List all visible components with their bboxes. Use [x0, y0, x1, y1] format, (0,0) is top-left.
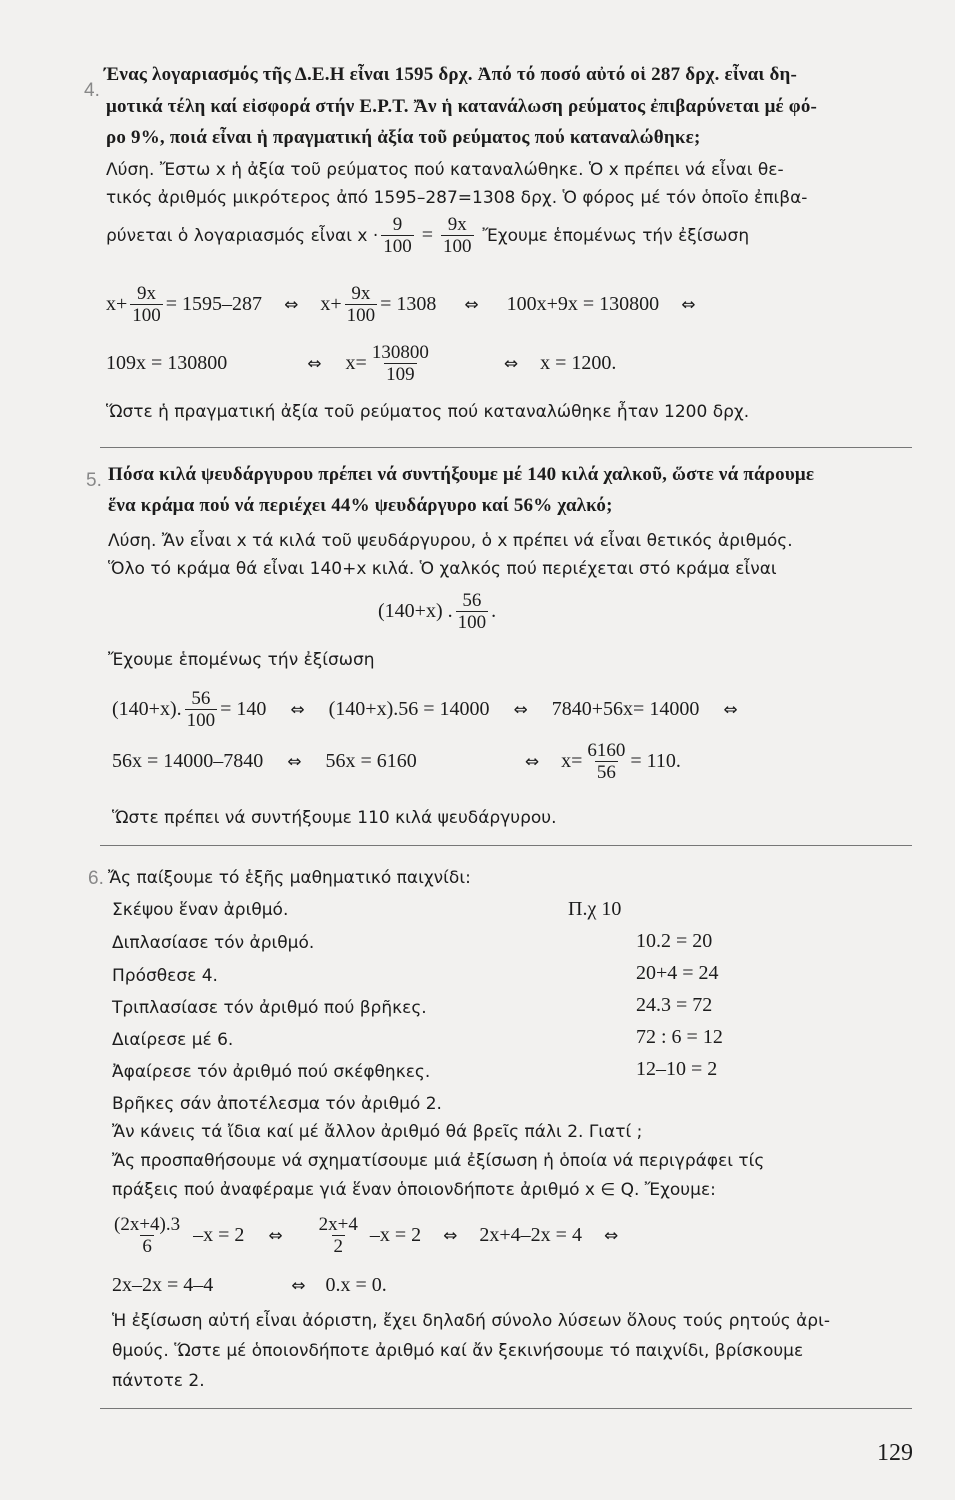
game-step-calc: 20+4 = 24 — [636, 962, 719, 984]
problem-6-equation-line-2: 2x–2x = 4–4 ⇔ 0.x = 0. — [112, 1274, 387, 1296]
game-step-text: Τριπλασίασε τόν ἀριθμό πού βρῆκες. — [112, 998, 427, 1018]
problem-6-conclusion-1: Ἡ ἐξίσωση αὐτή εἶναι ἀόριστη, ἔχει δηλαδή σύνολο λύσεων ὅλους τούς ρητούς ἀρι- — [112, 1311, 830, 1331]
problem-5-equation-line-1: (140+x). $\frac{56}{100}$ = 140 ⇔ (140+x).56 = 14000 ⇔ 7840+56x= 14000 ⇔ — [112, 688, 738, 731]
game-step-text: Ἀφαίρεσε τόν ἀριθμό πού σκέφθηκες. — [112, 1062, 431, 1082]
section-divider — [100, 845, 912, 846]
problem-5-copper-expression: (140+x) . $\frac{56}{100}$ . — [378, 590, 497, 633]
game-step-text: Διαίρεσε μέ 6. — [112, 1030, 234, 1050]
fraction-9-100: $\frac{9}{100}$ — [383, 214, 412, 257]
section-divider — [100, 447, 912, 448]
game-step-text: Πρόσθεσε 4. — [112, 966, 218, 986]
problem-5-equation-intro: Ἔχουμε ἑπομένως τήν ἐξίσωση — [108, 650, 375, 670]
section-divider — [100, 1408, 912, 1409]
problem-4-conclusion: Ὥστε ἡ πραγματική ἀξία τοῦ ρεύματος πού καταναλώθηκε ἦταν 1200 δρχ. — [106, 402, 750, 422]
problem-6-conclusion-2: θμούς. Ὥστε μέ ὁποιονδήποτε ἀριθμό καί ἄν ξεκινήσουμε τό παιχνίδι, βρίσκουμε — [112, 1341, 804, 1361]
problem-6-intro: Ἄς παίξουμε τό ἑξῆς μαθηματικό παιχνίδι: — [108, 868, 471, 888]
problem-4-text-2: μοτικά τέλη καί εἰσφορά στήν Ε.Ρ.Τ. Ἄν ἡ κατανάλωση ρεύματος ἐπιβαρύνεται μέ φό- — [106, 96, 818, 117]
problem-6-line-2: Ἄν κάνεις τά ἴδια καί μέ ἄλλον ἀριθμό θά βρεῖς πάλι 2. Γιατί ; — [112, 1122, 643, 1142]
problem-4-equation-line-2: 109x = 130800 ⇔ x= $\frac{130800}{109}$ ⇔ x = 1200. — [106, 342, 617, 385]
problem-5-solution-1: Λύση. Ἄν εἶναι x τά κιλά τοῦ ψευδάργυρου, ὁ x πρέπει νά εἶναι θετικός ἀριθμός. — [108, 531, 793, 551]
problem-4-tax-expression: ρύνεται ὁ λογαριασμός εἶναι x · $\frac{9}{100}$ = $\frac{9x}{100}$ Ἔχουμε ἑπομένως τήν ἐξίσωση — [106, 214, 750, 257]
problem-5-equation-line-2: 56x = 14000–7840 ⇔ 56x = 6160 ⇔ x= $\frac{6160}{56}$ = 110. — [112, 740, 681, 783]
problem-5-number: 5. — [86, 470, 102, 491]
problem-6-equation-line-1: $\frac{(2x+4).3}{6}$ –x = 2 ⇔ $\frac{2x+4}{2}$ –x = 2 ⇔ 2x+4–2x = 4 ⇔ — [114, 1214, 619, 1257]
problem-4-text-1: Ένας λογαριασμός τῆς Δ.Ε.Η εἶναι 1595 δρχ. Ἀπό τό ποσό αὐτό οἱ 287 δρχ. εἶναι δη- — [104, 64, 798, 85]
equation-intro-text: Ἔχουμε ἑπομένως τήν ἐξίσωση — [482, 225, 750, 246]
problem-5-text-1: Πόσα κιλά ψευδάργυρου πρέπει νά συντήξουμε μέ 140 κιλά χαλκοῦ, ὥστε νά πάρουμε — [108, 464, 815, 485]
problem-6-line-1: Βρῆκες σάν ἀποτέλεσμα τόν ἀριθμό 2. — [112, 1094, 442, 1114]
problem-4-text-3: ρο 9%, ποιά εἶναι ἡ πραγματική ἀξία τοῦ ρεύματος πού καταναλώθηκε; — [106, 127, 701, 148]
game-step-calc: 12–10 = 2 — [636, 1058, 718, 1080]
problem-4-equation-line-1: x+ $\frac{9x}{100}$ = 1595–287 ⇔ x+ $\frac{9x}{100}$ = 1308 ⇔ 100x+9x = 130800 ⇔ — [106, 283, 696, 326]
problem-5-text-2: ἕνα κράμα πού νά περιέχει 44% ψευδάργυρο καί 56% χαλκό; — [108, 495, 613, 516]
problem-4-solution-1: Λύση. Ἔστω x ἡ ἀξία τοῦ ρεύματος πού καταναλώθηκε. Ὁ x πρέπει νά εἶναι θε- — [106, 160, 784, 180]
problem-5-conclusion: Ὥστε πρέπει νά συντήξουμε 110 κιλά ψευδάργυρου. — [112, 808, 557, 828]
problem-6-conclusion-3: πάντοτε 2. — [112, 1371, 205, 1391]
problem-6-number: 6. — [88, 868, 104, 889]
game-step-calc: 72 : 6 = 12 — [636, 1026, 723, 1048]
page-number: 129 — [877, 1440, 913, 1466]
game-step-calc: 24.3 = 72 — [636, 994, 713, 1016]
problem-5-solution-2: Ὅλο τό κράμα θά εἶναι 140+x κιλά. Ὁ χαλκός πού περιέχεται στό κράμα εἶναι — [108, 559, 777, 579]
problem-6-line-3: Ἄς προσπαθήσουμε νά σχηματίσουμε μιά ἐξίσωση ἡ ὁποία νά περιγράφει τίς — [112, 1151, 765, 1171]
problem-6-line-4: πράξεις πού ἀναφέραμε γιά ἕναν ὁποιονδήποτε ἀριθμό x ∈ Q. Ἔχουμε: — [112, 1180, 716, 1200]
problem-4-number: 4. — [84, 80, 100, 101]
game-step-calc: 10.2 = 20 — [636, 930, 713, 952]
problem-4-solution-2: τικός ἀριθμός μικρότερος ἀπό 1595–287=1308 δρχ. Ὁ φόρος μέ τόν ὁποῖο ἐπιβα- — [106, 188, 808, 208]
game-step-calc: Π.χ 10 — [568, 898, 622, 920]
game-step-text: Σκέψου ἕναν ἀριθμό. — [112, 900, 289, 920]
tax-text: ρύνεται ὁ λογαριασμός εἶναι x · — [106, 225, 379, 246]
game-step-text: Διπλασίασε τόν ἀριθμό. — [112, 933, 315, 953]
fraction-9x-100: $\frac{9x}{100}$ — [443, 214, 472, 257]
equivalence-arrow: ⇔ — [284, 294, 299, 315]
